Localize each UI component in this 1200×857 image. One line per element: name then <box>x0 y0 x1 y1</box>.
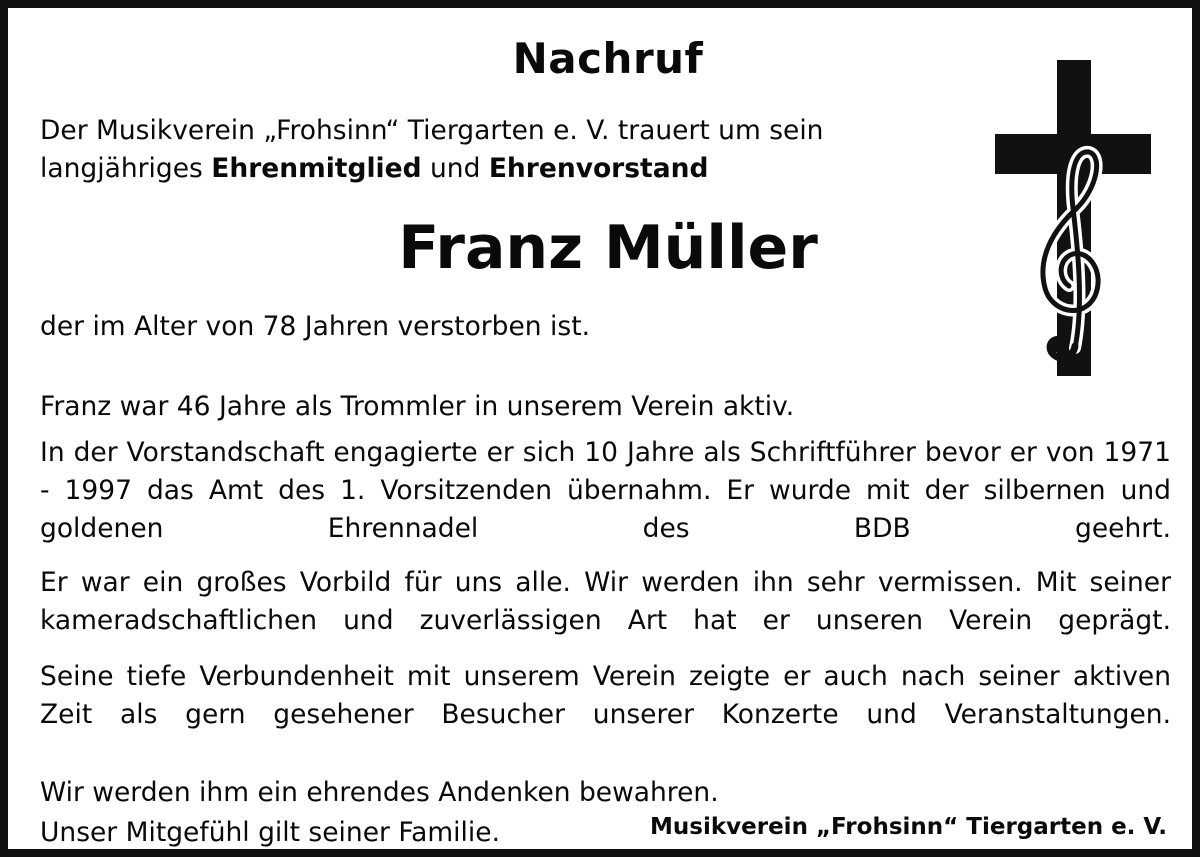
page-title: Nachruf <box>512 34 704 83</box>
intro-line-1: Der Musikverein „Frohsinn“ Tiergarten e. V. trauert um sein <box>40 115 824 146</box>
intro-line-2 <box>40 150 900 188</box>
signature: Musikverein „Frohsinn“ Tiergarten e. V. <box>650 814 1167 840</box>
intro-text <box>40 112 900 188</box>
deceased-name: Franz Müller <box>398 213 818 283</box>
paragraph-active: Franz war 46 Jahre als Trommler in unserem Verein aktiv. <box>40 391 795 422</box>
paragraph-board: In der Vorstandschaft engagierte er sich 10 Jahre als Schriftführer bevor er von 1971 - 1997 das Amt des 1. Vorsitzenden übernahm. Er wurde mit der silbernen und goldenen Ehrennadel des BDB geehrt. <box>40 437 1171 544</box>
closing-line-1: Wir werden ihm ein ehrendes Andenken bewahren. <box>40 777 719 808</box>
paragraph-role-model: Er war ein großes Vorbild für uns alle. Wir werden ihn sehr vermissen. Mit seiner kameradschaftlichen und zuverlässigen Art hat er unseren Verein geprägt. <box>40 567 1171 636</box>
honorary-member-label: Ehrenmitglied <box>211 153 422 184</box>
paragraph-connection: Seine tiefe Verbundenheit mit unserem Verein zeigte er auch nach seiner aktiven Zeit als gern gesehener Besucher unserer Konzerte und Veranstaltungen. <box>40 661 1171 730</box>
age-line: der im Alter von 78 Jahren verstorben ist. <box>40 311 591 342</box>
cross-with-treble-clef-icon <box>993 58 1153 378</box>
intro-prefix: langjähriges <box>40 153 212 184</box>
closing-line-2: Unser Mitgefühl gilt seiner Familie. <box>40 817 500 848</box>
honorary-chairman-label: Ehrenvorstand <box>488 153 709 184</box>
intro-conjunction: und <box>421 153 489 184</box>
